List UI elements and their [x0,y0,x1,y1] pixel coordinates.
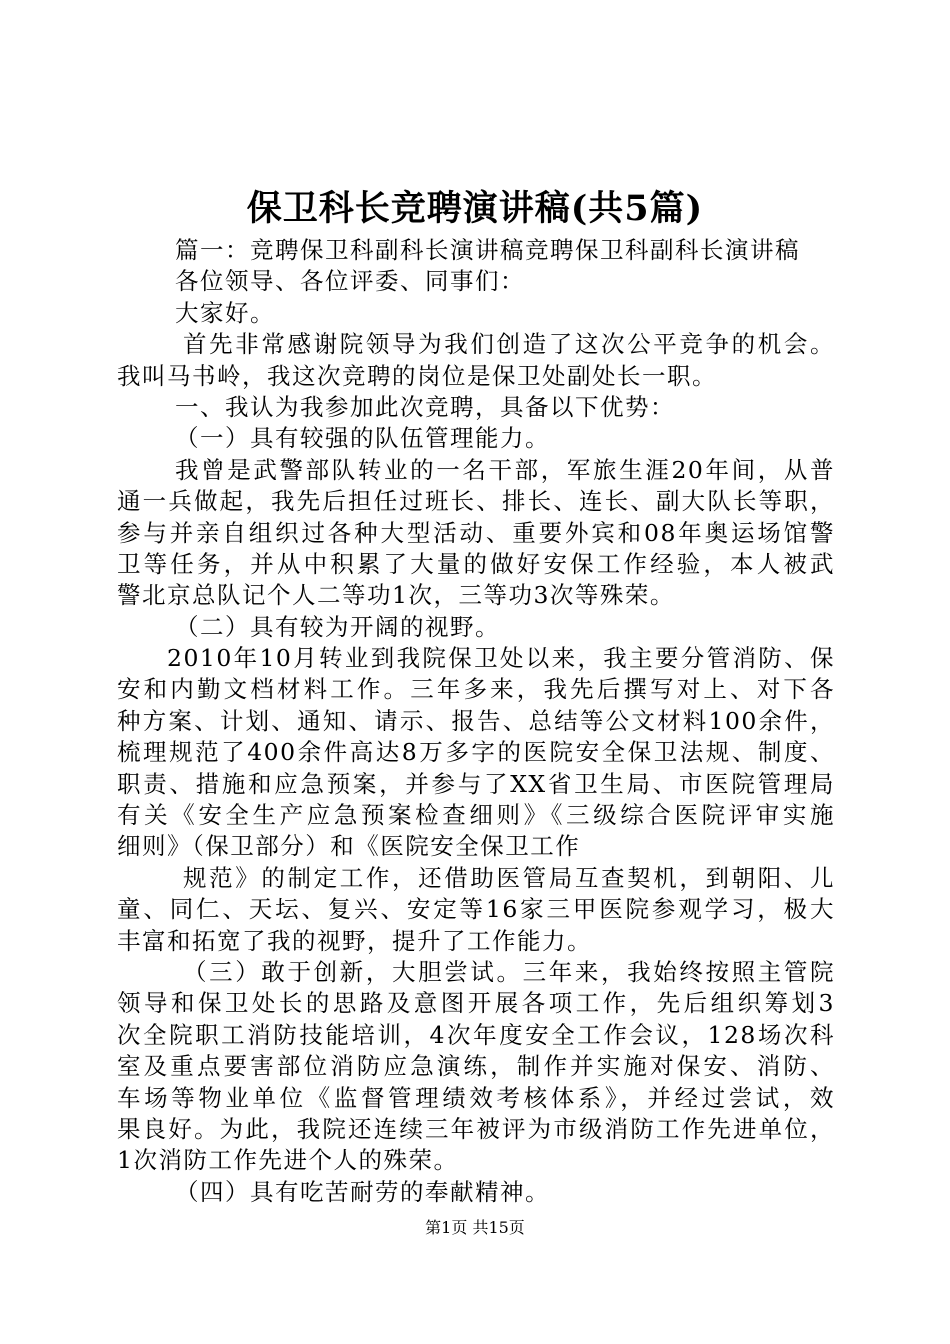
paragraph-line: 警北京总队记个人二等功1次，三等功3次等殊荣。 [117,581,675,610]
paragraph-line: 首先非常感谢院领导为我们创造了这次公平竞争的机会。 [183,330,835,359]
paragraph-line: 细则》（保卫部分）和《医院安全保卫工作 [117,832,581,861]
document-title: 保卫科长竞聘演讲稿(共5篇) [246,188,704,229]
paragraph-line: 职责、措施和应急预案，并参与了XX省卫生局、市医院管理局 [117,769,835,798]
paragraph-line: 篇一：竞聘保卫科副科长演讲稿竞聘保卫科副科长演讲稿 [175,236,800,264]
paragraph-line: 梳理规范了400余件高达8万多字的医院安全保卫法规、制度、 [117,738,835,767]
paragraph-line: 各位领导、各位评委、同事们： [175,267,525,296]
paragraph-line: 我曾是武警部队转业的一名干部，军旅生涯20年间，从普 [175,455,835,484]
paragraph-line: 卫等任务，并从中积累了大量的做好安保工作经验，本人被武 [117,549,835,578]
paragraph-line: （四）具有吃苦耐劳的奉献精神。 [175,1177,550,1206]
document-body [117,235,835,1208]
page-number: 第1页 共15页 [425,1218,525,1237]
paragraph-line: 丰富和拓宽了我的视野，提升了工作能力。 [117,926,592,955]
paragraph-line: 安和内勤文档材料工作。三年多来，我先后撰写对上、对下各 [117,675,835,704]
paragraph-line: 规范》的制定工作，还借助医管局互查契机，到朝阳、儿 [183,863,835,892]
paragraph-line: 室及重点要害部位消防应急演练，制作并实施对保安、消防、 [117,1052,835,1081]
paragraph-line: 参与并亲自组织过各种大型活动、重要外宾和08年奥运场馆警 [117,518,835,547]
paragraph-line: 通一兵做起，我先后担任过班长、排长、连长、副大队长等职， [117,487,835,516]
paragraph-line: 种方案、计划、通知、请示、报告、总结等公文材料100余件， [117,706,835,735]
paragraph-line: （二）具有较为开阔的视野。 [175,612,500,641]
paragraph-line: 有关《安全生产应急预案检查细则》《三级综合医院评审实施 [117,801,835,830]
paragraph-line: 1次消防工作先进个人的殊荣。 [117,1146,459,1175]
paragraph-line: 大家好。 [175,298,275,327]
paragraph-line: （一）具有较强的队伍管理能力。 [175,424,550,453]
paragraph-line: 次全院职工消防技能培训，4次年度安全工作会议，128场次科 [117,1020,835,1049]
paragraph-line: 车场等物业单位《监督管理绩效考核体系》，并经过尝试，效 [117,1083,835,1112]
paragraph-line: 领导和保卫处长的思路及意图开展各项工作，先后组织筹划3 [117,989,835,1018]
paragraph-line: （三）敢于创新，大胆尝试。三年来，我始终按照主管院 [183,957,835,986]
paragraph-line: 2010年10月转业到我院保卫处以来，我主要分管消防、保 [167,644,835,673]
paragraph-line: 果良好。为此，我院还连续三年被评为市级消防工作先进单位， [117,1114,835,1143]
paragraph-line: 我叫马书岭，我这次竞聘的岗位是保卫处副处长一职。 [117,361,717,390]
paragraph-line: 一、我认为我参加此次竞聘，具备以下优势： [175,392,675,421]
paragraph-line: 童、同仁、天坛、复兴、安定等16家三甲医院参观学习，极大 [117,895,835,924]
